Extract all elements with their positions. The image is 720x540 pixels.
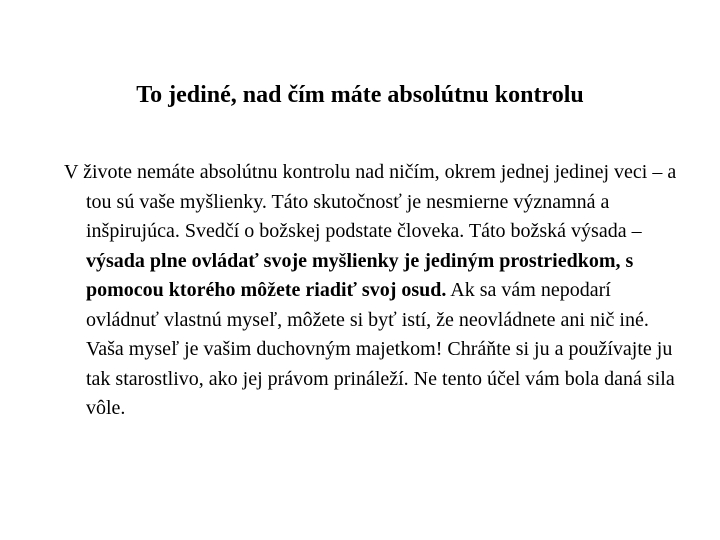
paragraph-text-start: V živote nemáte absolútnu kontrolu nad ničím, okrem jednej jedinej veci – a tou sú vaše myšlienky. Táto skutočnosť je nesmierne významná a inšpirujúca. Svedčí o božskej podstate človeka. Táto božská výsada –: [64, 161, 677, 242]
body-paragraph: [64, 158, 686, 424]
slide-title: To jediné, nad čím máte absolútnu kontrolu: [136, 82, 584, 108]
paragraph-text-end: Ak sa vám nepodarí ovládnuť vlastnú myseľ, môžete si byť istí, že neovládnete ani nič iné. Vaša myseľ je vašim duchovným majetkom! Chráňte si ju a používajte ju tak starostlivo, ako jej právom prináleží. Ne tento účel vám bola daná sila vôle.: [86, 279, 675, 419]
paragraph-emphasis: výsada plne ovládať svoje myšlienky je jediným prostriedkom, s pomocou ktorého môžete riadiť svoj osud.: [86, 249, 634, 301]
